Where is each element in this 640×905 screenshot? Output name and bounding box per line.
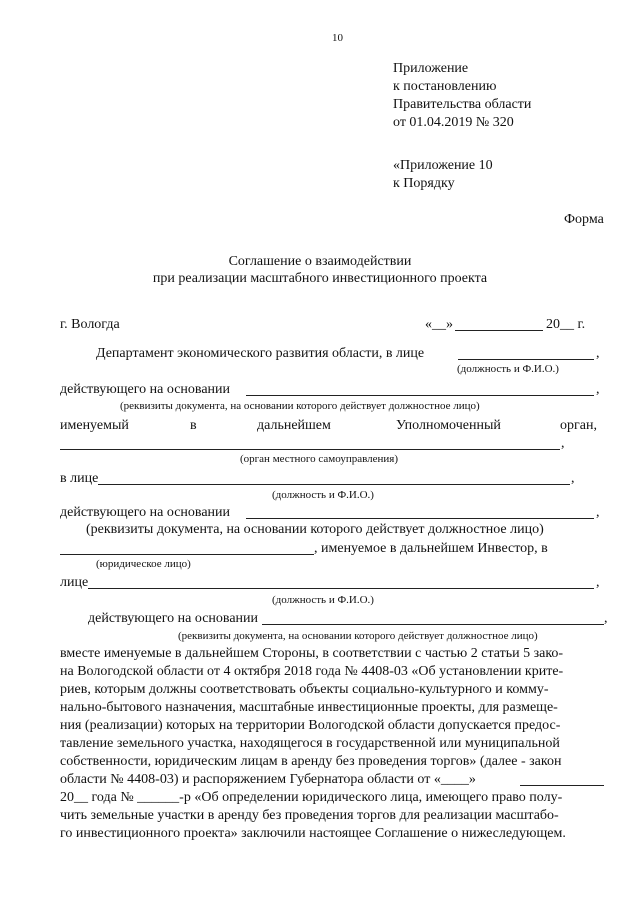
- appendix-line: к постановлению: [393, 79, 497, 94]
- person-line: лице: [60, 575, 89, 590]
- appendix-order-line: к Порядку: [393, 176, 455, 191]
- appendix-order-line: «Приложение 10: [393, 158, 493, 173]
- comma: ,: [596, 382, 600, 397]
- document-subtitle: при реализации масштабного инвестиционного проекта: [152, 271, 488, 286]
- body-line: чить земельные участки в аренду без проведения торгов для реализации масштабо-: [60, 808, 559, 823]
- body-line: области № 4408-03) и распоряжением Губернатора области от «____»: [60, 772, 476, 787]
- in-person-fill-line: [98, 484, 570, 485]
- body-line: риев, которым должны соответствовать объекты социально-культурного и комму-: [60, 682, 549, 697]
- dept-line: Департамент экономического развития области, в лице: [96, 346, 425, 361]
- named-word: орган,: [560, 418, 597, 433]
- body-line: го инвестиционного проекта» заключили настоящее Соглашение о нижеследующем.: [60, 826, 566, 841]
- caption-requisites: (реквизиты документа, на основании которого действует должностное лицо): [86, 522, 544, 537]
- appendix-line: Приложение: [393, 61, 469, 76]
- body-line: 20__ года № ______-р «Об определении юридического лица, имеющего право полу-: [60, 790, 563, 805]
- named-word: именуемый: [60, 418, 129, 433]
- named-word: Уполномоченный: [396, 418, 501, 433]
- comma: ,: [561, 436, 565, 451]
- person-fill-line: [88, 588, 594, 589]
- comma: ,: [604, 611, 608, 626]
- comma: ,: [596, 346, 600, 361]
- document-title: Соглашение о взаимодействии: [228, 254, 412, 269]
- named-word: дальнейшем: [257, 418, 331, 433]
- caption-requisites: (реквизиты документа, на основании которого действует должностное лицо): [178, 630, 538, 642]
- acting-basis-line: действующего на основании: [88, 611, 259, 626]
- appendix-line: от 01.04.2019 № 320: [393, 115, 514, 130]
- acting-basis-line: действующего на основании: [60, 382, 231, 397]
- dept-person-line: [458, 359, 594, 360]
- caption-legal-entity: (юридическое лицо): [96, 558, 191, 570]
- in-person-line: в лице: [60, 471, 99, 486]
- caption-requisites: (реквизиты документа, на основании которого действует должностное лицо): [120, 400, 480, 412]
- body-line: на Вологодской области от 4 октября 2018 года № 4408-03 «Об установлении крите-: [60, 664, 564, 679]
- caption-position-name: (должность и Ф.И.О.): [457, 363, 559, 375]
- acting-basis-fill-line: [246, 518, 594, 519]
- appendix-line: Правительства области: [393, 97, 532, 112]
- caption-position-name: (должность и Ф.И.О.): [272, 594, 374, 606]
- page-number: 10: [332, 32, 343, 44]
- investor-fill-line: [60, 554, 314, 555]
- named-word: в: [190, 418, 197, 433]
- caption-local-gov: (орган местного самоуправления): [240, 453, 399, 465]
- comma: ,: [596, 575, 600, 590]
- comma: ,: [571, 471, 575, 486]
- local-gov-fill-line: [60, 449, 560, 450]
- form-label: Форма: [564, 212, 604, 227]
- body-line: нально-бытового назначения, масштабные инвестиционные проекты, для размеще-: [60, 700, 558, 715]
- body-line: собственности, юридическим лицам в аренду без проведения торгов» (далее - закон: [60, 754, 562, 769]
- date-year: 20__ г.: [546, 317, 586, 332]
- body-line: вместе именуемые в дальнейшем Стороны, в соответствии с частью 2 статьи 5 зако-: [60, 646, 564, 661]
- date-day: «__»: [425, 317, 453, 332]
- comma: ,: [596, 505, 600, 520]
- date-month-line: [455, 330, 543, 331]
- order-fill-line: [520, 785, 604, 786]
- body-line: тавление земельного участка, находящегося в государственной или муниципальной: [60, 736, 560, 751]
- body-line: ния (реализации) которых на территории Вологодской области допускается предос-: [60, 718, 561, 733]
- city: г. Вологда: [60, 317, 120, 332]
- acting-basis-fill-line: [246, 395, 594, 396]
- caption-position-name: (должность и Ф.И.О.): [272, 489, 374, 501]
- investor-named-line: , именуемое в дальнейшем Инвестор, в: [314, 541, 548, 556]
- acting-basis-line: действующего на основании: [60, 505, 231, 520]
- acting-basis-fill-line: [262, 624, 604, 625]
